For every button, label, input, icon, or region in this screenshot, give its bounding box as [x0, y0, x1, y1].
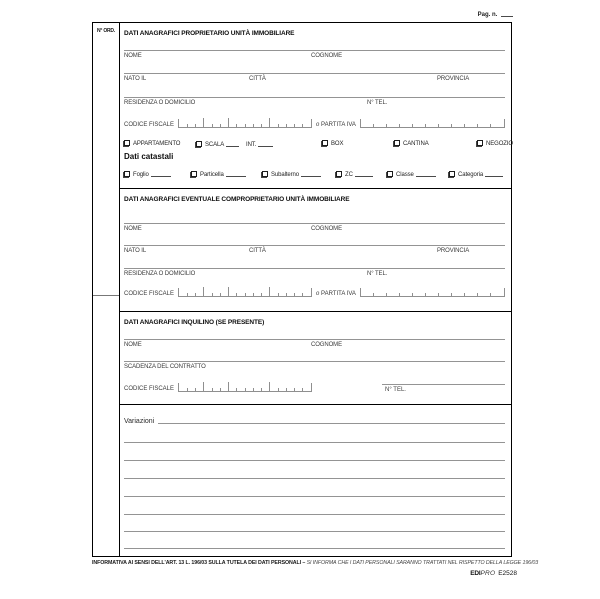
codice-fiscale-row	[124, 383, 381, 392]
partita-iva-text: PARTITA IVA	[321, 290, 356, 297]
residenza-label: RESIDENZA O DOMICILIO	[124, 270, 196, 277]
nome-label: NOME	[124, 341, 142, 348]
citta-label: CITTÀ	[249, 247, 266, 254]
page-number-blank[interactable]	[501, 10, 513, 17]
dati-catastali-row	[124, 170, 505, 180]
writing-line[interactable]	[124, 548, 505, 550]
writing-line[interactable]	[124, 496, 505, 498]
o-label: o	[316, 290, 320, 297]
provincia-label: PROVINCIA	[437, 247, 470, 254]
section-tenant-title: DATI ANAGRAFICI INQUILINO (SE PRESENTE)	[124, 319, 265, 326]
tel-label: N° TEL.	[385, 386, 406, 393]
foglio-blank[interactable]	[151, 170, 171, 177]
box-label: BOX	[331, 141, 344, 147]
checkbox-negozio[interactable]	[477, 140, 513, 147]
section-variazioni	[120, 405, 511, 555]
checkbox-icon[interactable]	[394, 140, 400, 146]
checkbox-box[interactable]	[322, 140, 343, 147]
order-column-divider	[93, 295, 119, 296]
section-coowner-title: DATI ANAGRAFICI EVENTUALE COMPROPRIETARIO UNITÀ IMMOBILIARE	[124, 196, 350, 203]
order-number-label: N° ORD.	[96, 28, 116, 34]
scadenza-label: SCADENZA DEL CONTRATTO	[124, 363, 206, 370]
cantina-label: CANTINA	[403, 141, 429, 147]
tel-label: N° TEL.	[367, 270, 388, 277]
codice-fiscale-row	[124, 119, 505, 128]
partita-iva-grid[interactable]	[360, 288, 505, 297]
checkbox-classe[interactable]	[387, 170, 436, 178]
section-tenant	[120, 312, 511, 405]
nome-label: NOME	[124, 225, 142, 232]
zc-blank[interactable]	[355, 170, 373, 177]
nome-label: NOME	[124, 52, 142, 59]
write-line-nascita[interactable]	[124, 245, 505, 255]
checkbox-icon[interactable]	[262, 171, 268, 177]
checkbox-icon[interactable]	[387, 171, 393, 177]
write-line-residenza[interactable]	[124, 97, 505, 107]
checkbox-categoria[interactable]	[449, 170, 503, 178]
privacy-notice-italic: SI INFORMA CHE I DATI PERSONALI SARANNO TRATTATI NEL RISPETTO DELLA LEGGE 196/03	[306, 560, 539, 566]
unit-type-row	[124, 140, 513, 150]
partita-iva-label	[316, 291, 356, 298]
codice-fiscale-grid[interactable]	[178, 383, 312, 392]
checkbox-icon[interactable]	[124, 140, 130, 146]
codice-fiscale-row	[124, 288, 505, 297]
privacy-notice-bold: INFORMATIVA AI SENSI DELL'ART. 13 L. 196/03 SULLA TUTELA DEI DATI PERSONALI –	[92, 560, 307, 566]
section-owner-title: DATI ANAGRAFICI PROPRIETARIO UNITÀ IMMOBILIARE	[124, 30, 295, 37]
codice-fiscale-grid[interactable]	[178, 119, 312, 128]
tel-label: N° TEL.	[367, 99, 388, 106]
scala-blank[interactable]	[226, 140, 239, 147]
partita-iva-text: PARTITA IVA	[321, 121, 356, 128]
page-number	[478, 10, 513, 18]
form-main-column	[120, 23, 511, 556]
write-line-nascita[interactable]	[124, 73, 505, 83]
categoria-blank[interactable]	[485, 170, 503, 177]
section-coowner	[120, 189, 511, 312]
nato-il-label: NATO IL	[124, 247, 147, 254]
writing-line[interactable]	[124, 478, 505, 480]
particella-blank[interactable]	[226, 170, 246, 177]
partita-iva-label	[316, 122, 356, 129]
writing-line[interactable]	[158, 422, 505, 424]
classe-label: Classe	[396, 172, 414, 178]
writing-line[interactable]	[124, 514, 505, 516]
checkbox-subalterno[interactable]	[262, 170, 321, 178]
o-label: o	[316, 121, 320, 128]
writing-line[interactable]	[124, 460, 505, 462]
int-field[interactable]	[246, 140, 273, 148]
publisher-logo-edi: EDI	[470, 570, 481, 577]
writing-line[interactable]	[124, 442, 505, 444]
negozio-label: NEGOZIO	[486, 141, 513, 147]
publisher-logo	[470, 570, 517, 577]
checkbox-foglio[interactable]	[124, 170, 171, 178]
form-table	[92, 22, 512, 557]
page-number-label: Pag. n.	[477, 12, 498, 18]
dati-catastali-title: Dati catastali	[124, 152, 174, 161]
checkbox-appartamento[interactable]	[124, 140, 180, 147]
codice-fiscale-label: CODICE FISCALE	[124, 121, 175, 128]
writing-line[interactable]	[124, 531, 505, 533]
write-line-nome-cognome[interactable]	[124, 339, 505, 349]
subalterno-blank[interactable]	[301, 170, 321, 177]
cognome-label: COGNOME	[311, 225, 342, 232]
zc-label: ZC	[345, 172, 353, 178]
variazioni-label: Variazioni	[124, 418, 155, 425]
subalterno-label: Subalterno	[271, 172, 300, 178]
write-line-tel[interactable]	[382, 384, 505, 394]
publisher-logo-pro: PRO	[480, 570, 496, 577]
foglio-label: Foglio	[133, 172, 149, 178]
write-line-scadenza[interactable]	[124, 361, 505, 371]
order-number-column	[93, 23, 120, 556]
section-owner	[120, 23, 511, 189]
codice-fiscale-grid[interactable]	[178, 288, 312, 297]
checkbox-icon[interactable]	[322, 140, 328, 146]
write-line-nome-cognome[interactable]	[124, 223, 505, 233]
residenza-label: RESIDENZA O DOMICILIO	[124, 99, 196, 106]
int-blank[interactable]	[258, 140, 273, 147]
checkbox-particella[interactable]	[191, 170, 246, 178]
appartamento-label: APPARTAMENTO	[133, 141, 181, 147]
cognome-label: COGNOME	[311, 52, 342, 59]
write-line-nome-cognome[interactable]	[124, 50, 505, 60]
partita-iva-grid[interactable]	[360, 119, 505, 128]
codice-fiscale-label: CODICE FISCALE	[124, 385, 175, 392]
checkbox-zc[interactable]	[336, 170, 373, 178]
int-label: INT.	[246, 142, 257, 148]
particella-label: Particella	[200, 172, 224, 178]
write-line-residenza[interactable]	[124, 268, 505, 278]
checkbox-cantina[interactable]	[394, 140, 429, 147]
scala-label: SCALA	[205, 142, 225, 148]
codice-fiscale-label: CODICE FISCALE	[124, 290, 175, 297]
cognome-label: COGNOME	[311, 341, 342, 348]
citta-label: CITTÀ	[249, 75, 266, 82]
checkbox-icon[interactable]	[449, 171, 455, 177]
privacy-notice	[92, 560, 539, 566]
checkbox-icon[interactable]	[336, 171, 342, 177]
checkbox-icon[interactable]	[191, 171, 197, 177]
checkbox-icon[interactable]	[477, 140, 483, 146]
checkbox-scala[interactable]	[196, 140, 239, 148]
checkbox-icon[interactable]	[196, 141, 202, 147]
checkbox-icon[interactable]	[124, 171, 130, 177]
form-code: E2528	[498, 570, 517, 577]
categoria-label: Categoria	[458, 172, 484, 178]
classe-blank[interactable]	[416, 170, 436, 177]
variazioni-row	[124, 418, 505, 425]
nato-il-label: NATO IL	[124, 75, 147, 82]
provincia-label: PROVINCIA	[437, 75, 470, 82]
